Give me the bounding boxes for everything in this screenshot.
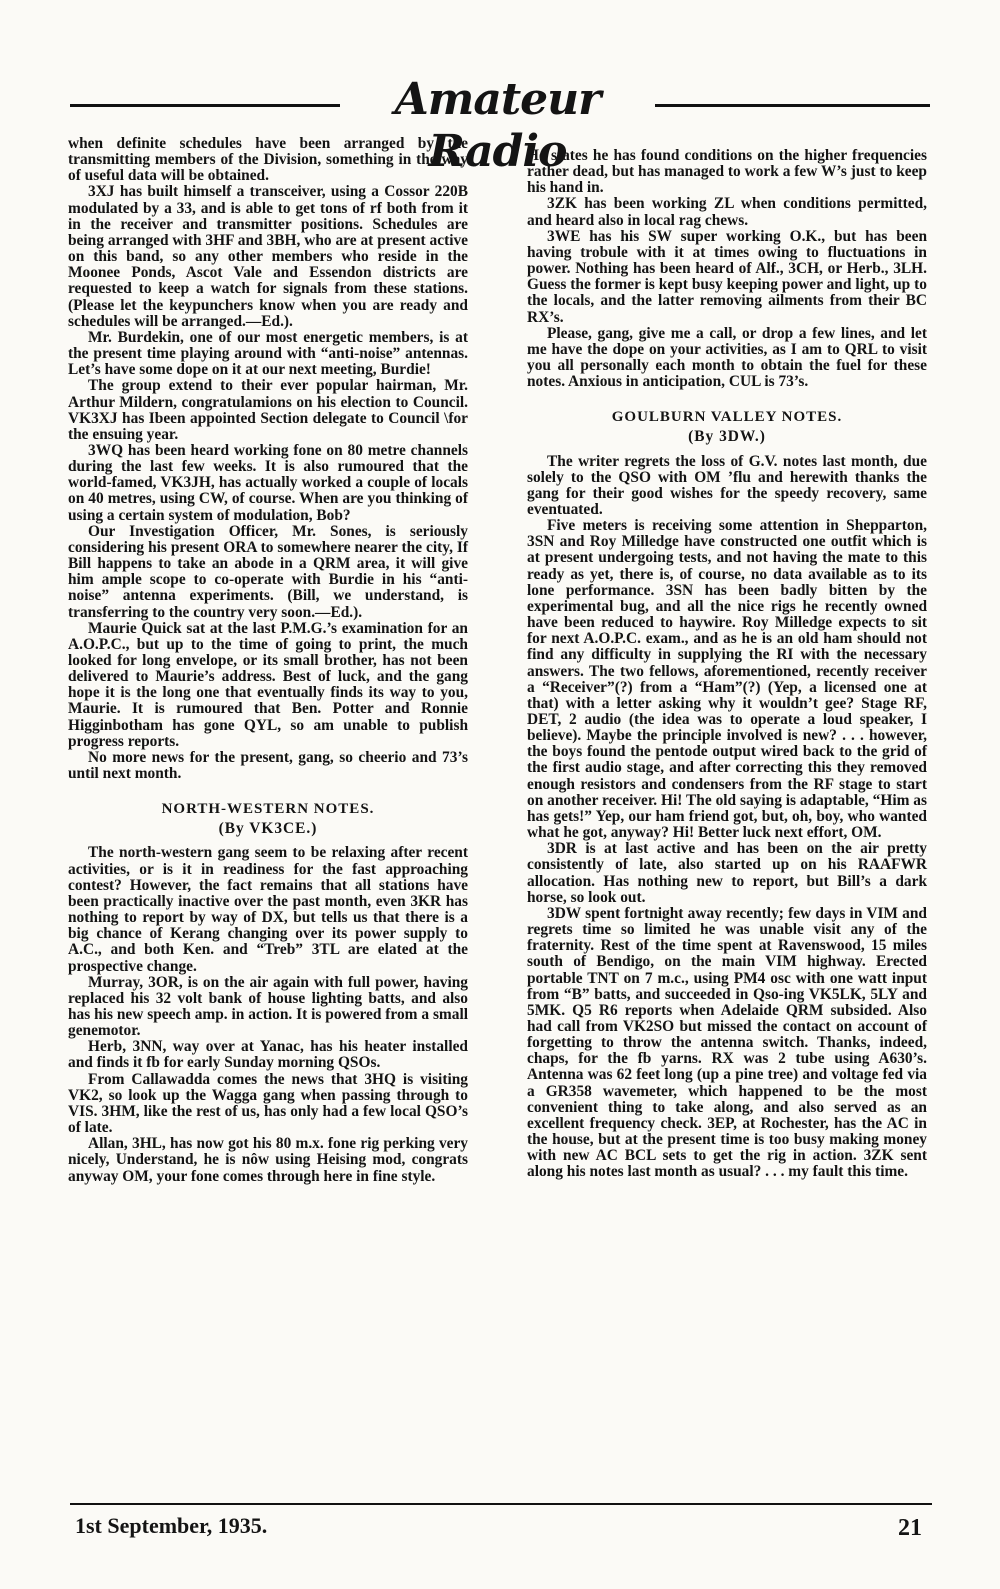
paragraph: Maurie Quick sat at the last P.M.G.’s examination for an A.O.P.C., but up to the time of going to print, the much looked for long envelope, or its small brother, has not been delivered to Maurie’s address. Best of luck, and the gang hope it is the long one that eventually finds its way to you, Maurie. It is rumoured that Ben. Potter and Ronnie Higginbotham has gone QYL, so am unable to publish progress reports. <box>68 619 468 750</box>
paragraph: Murray, 3OR, is on the air again with full power, having replaced his 32 volt bank of house lighting batts, and also has his new speech amp. in action. It is powered from a small genemotor. <box>68 973 468 1040</box>
paragraph: 3DW spent fortnight away recently; few days in VIM and regrets time so limited he was unable visit any of the fraternity. Rest of the time spent at Ravenswood, 15 miles south of Bendigo, on the main VIM highway. Erected portable TNT on 7 m.c., using PM4 osc with one watt input from “B” batts, and succeeded in Qso-ing VK5LK, 5LY and 5MK. Q5 R6 reports when Adelaide QRM subsided. Also had call from VK2SO but missed the contact on account of forgetting to throw the antenna switch. Thanks, indeed, chaps, for the fb yarns. RX was 2 tube using A630’s. Antenna was 62 feet long (up a pine tree) and voltage fed via a GR358 wavemeter, which happened to be the most convenient thing to take along, and also served as an excellent frequency check. 3EP, at Rochester, has the AC in the house, but at the present time is too busy making money with new AC BCL sets to get the rig in action. 3ZK sent along his notes last month as usual? . . . my fault this time. <box>527 904 927 1181</box>
paragraph: The group extend to their ever popular hairman, Mr. Arthur Mildern, congratulamions on his election to Council. VK3XJ has Ibeen appointed Section delegate to Council \for the ensuing year. <box>68 377 468 443</box>
paragraph: From Callawadda comes the news that 3HQ is visiting VK2, so look up the Wagga gang when passing through to VIS. 3HM, like the rest of us, has only had a few local QSO’s of late. <box>68 1070 468 1137</box>
section-heading: GOULBURN VALLEY NOTES. <box>611 409 843 426</box>
page-number: 21 <box>898 1515 922 1541</box>
paragraph: Five meters is receiving some attention in Shepparton, 3SN and Roy Milledge have constructed one outfit which is at present undergoing tests, and not having the mate to this ready as yet, there is, of course, no data available as to its lone performance. 3SN has been badly bitten by the experimental bug, and all the nice rigs he recently owned have been reduced to haywire. Roy Milledge expects to sit for next A.O.P.C. exam., and as he is an old ham should not find any difficulty in supplying the RI with the necessary answers. The two fellows, aforementioned, recently receiver a “Receiver”(?) from a “Ham”(?) (Yep, a licensed one at that) with a letter asking why it wouldn’t gee? Stage RF, DET, 2 audio (the idea was to operate a loud speaker, I believe). Maybe the principle involved is new? . . . however, the boys found the pentode output wired back to the grid of the first audio stage, and after correcting this they removed enough resistors and condensers from the RF stage to start on another receiver. Hi! The old saying is adaptable, “Him as has gets!” Yep, our ham friend got, but, oh, boy, who wanted what he got, anyway? Hi! Better luck next effort, OM. <box>527 517 927 842</box>
left-column <box>68 136 468 1185</box>
section-byline: (By VK3CE.) <box>218 820 318 838</box>
paragraph: Mr. Burdekin, one of our most energetic members, is at the present time playing around with “anti-noise” antennas. Let’s have some dope on it at our next meeting, Burdie! <box>68 328 468 379</box>
section-heading: NORTH-WESTERN NOTES. <box>161 801 375 818</box>
paragraph: Herb, 3NN, way over at Yanac, has his heater installed and finds it fb for early Sunday morning QSOs. <box>68 1038 468 1072</box>
paragraph: 3WQ has been heard working fone on 80 metre channels during the last few weeks. It is also rumoured that the world-famed, VK3JH, has actually worked a couple of locals on 40 metres, using CW, of course. When are you thinking of using a certain system of modulation, Bob? <box>68 441 468 524</box>
paragraph: He states he has found conditions on the higher frequencies rather dead, but has managed to work a few W’s just to keep his hand in. <box>527 147 927 197</box>
paragraph: The north-western gang seem to be relaxing after recent activities, or is it in readiness for the fast approaching contest? However, the fact remains that all stations have been practically inactive over the past month, even 3KR has nothing to report by way of DX, but tells us that there is a big chance of Kerang changing over its power supply to A.C., and both Ken. and “Treb” 3TL are elated at the prospective change. <box>68 844 468 975</box>
paragraph: when definite schedules have been arranged by the transmitting members of the Division, something in the way of useful data will be obtained. <box>68 135 468 185</box>
masthead-title: Amateur Radio <box>394 74 601 177</box>
paragraph: Our Investigation Officer, Mr. Sones, is seriously considering his present ORA to somewhere nearer the city, If Bill happens to take an abode in a QRM area, it will give him ample scope to co-operate with Burdie in his “anti-noise” antenna experiments. (Bill, we understand, is transferring to the country very soon.—Ed.). <box>68 522 468 621</box>
paragraph: No more news for the present, gang, so cheerio and 73’s until next month. <box>68 748 468 783</box>
paragraph: 3ZK has been working ZL when conditions permitted, and heard also in local rag chews. <box>527 195 927 229</box>
masthead-rule-left <box>70 104 340 107</box>
paragraph: 3WE has his SW super working O.K., but has been having trobule with it at times owing to fluctuations in power. Nothing has been heard of Alf., 3CH, or Herb., 3LH. Guess the former is kept busy keeping power and light, up to the locals, and the latter removing ailments from their BC RX’s. <box>527 227 927 326</box>
paragraph: Allan, 3HL, has now got his 80 m.x. fone rig perking very nicely, Understand, he is nôw using Heising mod, congrats anyway OM, your fone comes through here in fine style. <box>68 1135 468 1185</box>
footer-date: 1st September, 1935. <box>75 1513 268 1538</box>
paragraph: 3DR is at last active and has been on the air pretty consistently of late, also started up on his RAAFWR allocation. Has nothing new to report, but Bill’s a dark horse, so look out. <box>527 840 927 906</box>
paragraph: The writer regrets the loss of G.V. notes last month, due solely to the QSO with OM ’flu and herewith thanks the gang for their good wishes for the speedy recovery, same eventuated. <box>527 452 927 518</box>
footer-rule <box>70 1503 932 1505</box>
right-column <box>527 148 927 1181</box>
paragraph: 3XJ has built himself a transceiver, using a Cossor 220B modulated by a 33, and is able to get tons of rf both from it in the receiver and transmitter positions. Schedules are being arranged with 3HF and 3BH, who are at present active on this band, so any other members who reside in the Moonee Ponds, Ascot Vale and Essendon districts are requested to keep a watch for signals from these stations. (Please let the keypunchers know when you are ready and schedules will be arranged.—Ed.). <box>68 183 468 330</box>
section-byline: (By 3DW.) <box>688 428 766 446</box>
masthead-rule-right <box>655 104 930 107</box>
paragraph: Please, gang, give me a call, or drop a few lines, and let me have the dope on your activities, as I am to QRL to visit you all personally each month to obtain the fuel for these notes. Anxious in anticipation, CUL is 73’s. <box>527 324 927 391</box>
